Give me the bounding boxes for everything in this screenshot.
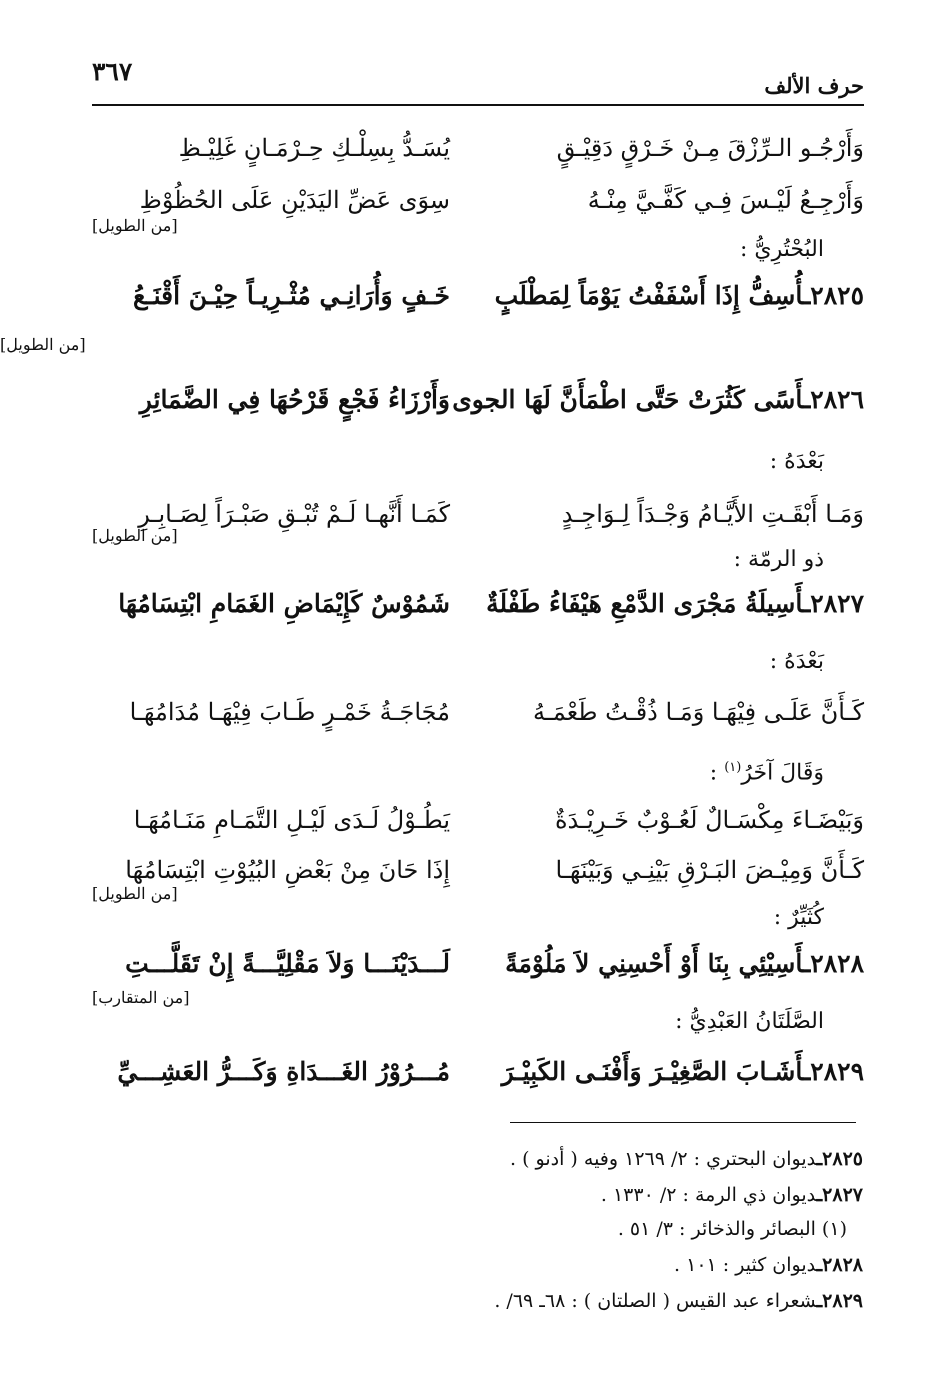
footnote-marker: (١) bbox=[724, 760, 742, 775]
main-line bbox=[92, 1052, 864, 1092]
verse-number: ٢٨٢٥ـ bbox=[802, 281, 864, 310]
attribution-text: بَعْدَهُ : bbox=[769, 449, 824, 474]
footnote-rule bbox=[510, 1122, 856, 1123]
verse-line bbox=[92, 692, 864, 732]
footnote-text: ديوان ذي الرمة : ٢/ ١٣٣٠ . bbox=[600, 1184, 817, 1206]
first-hemistich bbox=[452, 380, 864, 420]
second-hemistich: لَـــدَيْنَـــا وَلاَ مَقْلِيَّـــةً إِنْ تَقَلَّـــتِ bbox=[125, 949, 450, 978]
main-line bbox=[92, 380, 864, 420]
attribution-line bbox=[92, 988, 864, 1042]
second-hemistich: مُـــرُوْرُ الغَـــدَاةِ وَكَـــرُّ العَشِـــيِّ bbox=[117, 1057, 450, 1086]
footnote-text: ديوان البحتري : ٢/ ١٢٦٩ وفيه ( أدنو ) . bbox=[510, 1148, 817, 1170]
first-hemistich-text: وَبَيْضَـاءَ مِكْسَـالٌ لَعُـوْبٌ خَـرِيْـدَةٌ bbox=[554, 806, 864, 834]
main-line bbox=[92, 276, 864, 316]
poet-attribution bbox=[710, 748, 824, 793]
attribution-line bbox=[92, 216, 864, 270]
attribution-line bbox=[92, 748, 864, 788]
second-hemistich: إِذَا حَانَ مِنْ بَعْضِ البُيُوْتِ ابْتِسَامُهَا bbox=[125, 856, 450, 884]
verse-line bbox=[92, 494, 864, 534]
footnote-number: ٢٨٢٨ـ bbox=[816, 1254, 863, 1276]
header-rule bbox=[92, 104, 864, 106]
meter-label: [من الطويل] bbox=[92, 526, 178, 545]
poet-attribution bbox=[770, 442, 824, 482]
poet-attribution bbox=[675, 1002, 824, 1042]
first-hemistich-text: أَسِيلَةُ مَجْرَى الدَّمْعِ هَيْفَاءُ طَفْلَةٌ bbox=[486, 589, 803, 618]
first-hemistich-text: أَسًى كَثُرَتْ حَتَّى اطْمَأَنَّ لَهَا الجوى bbox=[452, 385, 803, 414]
attribution-text: بَعْدَهُ : bbox=[769, 649, 824, 674]
first-hemistich bbox=[492, 276, 864, 316]
footnote-number: ٢٨٢٥ـ bbox=[816, 1148, 863, 1170]
first-hemistich-text: كَـأَنَّ وَمِيْـضَ البَـرْقِ بَيْنِـي وَبَيْنَهَـا bbox=[555, 856, 864, 884]
footnote-number: ٢٨٢٩ـ bbox=[816, 1290, 863, 1312]
first-hemistich bbox=[486, 584, 864, 624]
footnote-line bbox=[163, 1286, 863, 1316]
verse-line bbox=[92, 850, 864, 890]
first-hemistich-text: أُسِفُّ إِذَا أَسْفَفْتُ يَوْمَاً لِمَطْلَبٍ bbox=[494, 281, 803, 310]
page-header bbox=[92, 55, 864, 99]
second-hemistich: خَـفٍ وَأُرَانِـي مُثْـرِيـاً حِيْـنَ أَقْنَـعُ bbox=[132, 281, 450, 310]
second-hemistich: مُجَاجَـةُ خَمْـرٍ طَـابَ فِيْهَـا مُدَامُهَـا bbox=[129, 698, 450, 726]
first-hemistich bbox=[492, 180, 864, 220]
attribution-text: الصَّلَتَانُ العَبْدِيُّ : bbox=[675, 1009, 824, 1034]
first-hemistich-text: وَأَرْجُـو الـرِّزْقَ مِـنْ خَـرْقٍ دَقِيْـقٍ bbox=[556, 134, 864, 162]
verse-number: ٢٨٢٦ـ bbox=[802, 385, 864, 414]
attribution-line bbox=[92, 526, 864, 580]
first-hemistich bbox=[492, 128, 864, 168]
poet-attribution bbox=[734, 540, 824, 580]
first-hemistich-text: أَشَـابَ الصَّغِيْـرَ وَأَفْنَـى الكَبِيْـرَ bbox=[501, 1057, 803, 1086]
footnote-text: ديوان كثير : ١٠١ . bbox=[674, 1254, 817, 1276]
verse-line bbox=[92, 128, 864, 168]
meter-label: [من الطويل] bbox=[92, 216, 178, 235]
first-hemistich bbox=[492, 692, 864, 732]
footnote-text: شعراء عبد القيس ( الصلتان ) : ٦٨ـ ٦٩/ . bbox=[494, 1290, 817, 1312]
running-title: حرف الألف bbox=[764, 73, 864, 98]
verse-number: ٢٨٢٧ـ bbox=[802, 589, 864, 618]
second-hemistich: يَطُـوْلُ لَـدَى لَيْـلِ التَّمَـامِ مَنَـامُهَـا bbox=[133, 806, 450, 834]
verse-line bbox=[92, 180, 864, 220]
verse-line bbox=[92, 800, 864, 840]
attribution-line bbox=[92, 642, 864, 682]
verse-number: ٢٨٢٩ـ bbox=[802, 1057, 864, 1086]
footnote-line bbox=[163, 1250, 863, 1280]
page-number: ٣٦٧ bbox=[92, 57, 133, 86]
footnote-line bbox=[163, 1144, 863, 1174]
footnote-number: ٢٨٢٧ـ bbox=[816, 1184, 863, 1206]
poet-attribution bbox=[740, 230, 824, 270]
first-hemistich bbox=[492, 494, 864, 534]
first-hemistich bbox=[492, 944, 864, 984]
attribution-suffix: : bbox=[709, 760, 725, 786]
second-hemistich: وَأَرْزَاءُ فَجْعٍ قَرْحُهَا فِي الضَّمَائِرِ bbox=[139, 385, 450, 414]
attribution-text: كُثَيِّرٌ : bbox=[773, 905, 824, 930]
footnote-line bbox=[147, 1214, 847, 1244]
poet-attribution bbox=[770, 642, 824, 682]
second-hemistich: يُسَـدُّ بِسِلْـكِ حِـرْمَـانٍ غَلِيْـظِ bbox=[178, 134, 450, 162]
main-line bbox=[92, 944, 864, 984]
footnote-text: (١) البصائر والذخائر : ٣/ ٥١ . bbox=[617, 1218, 847, 1240]
second-hemistich: كَمَـا أَنَّهـا لَـمْ تُبْـقِ صَبْـرَاً لِصَـابِـرِ bbox=[138, 500, 450, 528]
meter-line bbox=[0, 327, 772, 367]
first-hemistich-text: كَـأَنَّ عَلَـى فِيْهَـا وَمَـا ذُقْـتُ طَعْمَـهُ bbox=[533, 698, 864, 726]
attribution-line bbox=[92, 884, 864, 938]
attribution-line bbox=[92, 442, 864, 482]
second-hemistich: شَمُوْسٌ كَإِيْمَاضِ الغَمَامِ ابْتِسَامُهَا bbox=[118, 589, 450, 618]
first-hemistich-text: أَسِيْئِي بِنَا أَوْ أَحْسِنِي لاَ مَلُوْمَةً bbox=[505, 949, 803, 978]
footnote-line bbox=[163, 1180, 863, 1210]
first-hemistich bbox=[492, 800, 864, 840]
meter-label: [من الطويل] bbox=[92, 884, 178, 903]
attribution-text: وَقَالَ آخَرُ bbox=[741, 760, 824, 786]
first-hemistich-text: وَأَرْجِـعُ لَيْـسَ فِـي كَفَّـيَّ مِنْـهُ bbox=[587, 186, 864, 214]
second-hemistich: سِوَى عَضِّ اليَدَيْنِ عَلَى الحُظُوْظِ bbox=[139, 186, 450, 214]
poet-attribution bbox=[774, 898, 824, 938]
verse-number: ٢٨٢٨ـ bbox=[802, 949, 864, 978]
attribution-text: البُحْتُرِيُّ : bbox=[739, 237, 824, 262]
attribution-text: ذو الرمّة : bbox=[733, 547, 824, 572]
first-hemistich-text: وَمَـا أَبْقَـتِ الأَيَّـامُ وَجْـدَاً لِـوَاجِـدٍ bbox=[561, 500, 864, 528]
main-line bbox=[92, 584, 864, 624]
meter-label: [من الطويل] bbox=[0, 335, 86, 354]
meter-label: [من المتقارب] bbox=[92, 988, 190, 1007]
first-hemistich bbox=[492, 850, 864, 890]
first-hemistich bbox=[492, 1052, 864, 1092]
